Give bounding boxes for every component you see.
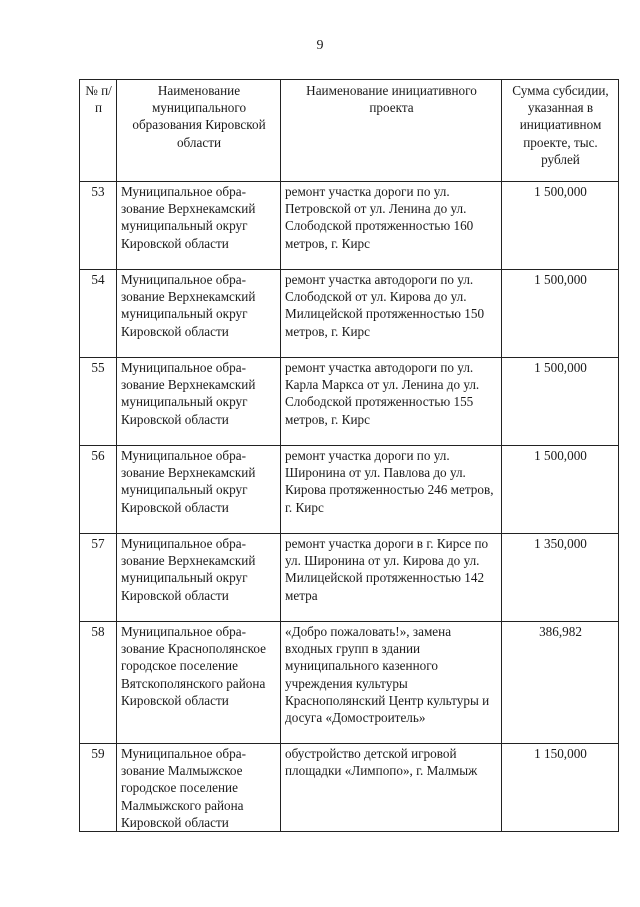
row-municipality: Муниципальное образование Верхнекамский муниципальный округ Кировской области [117,358,281,446]
row-amount: 1 500,000 [502,358,619,446]
row-num: 54 [80,270,117,358]
row-num: 56 [80,446,117,534]
row-amount: 1 500,000 [502,446,619,534]
row-municipality: Муниципальное образование Верхнекамский муниципальный округ Кировской области [117,446,281,534]
row-project: ремонт участка дороги в г. Кирсе по ул. Широнина от ул. Кирова до ул. Милицейской протяженностью 142 метра [281,534,502,622]
row-amount: 1 350,000 [502,534,619,622]
row-amount: 1 150,000 [502,744,619,832]
row-amount: 1 500,000 [502,270,619,358]
row-num: 53 [80,182,117,270]
table-row [80,744,619,832]
header-project: Наименование инициативного проекта [281,80,502,182]
header-num: № п/п [80,80,117,182]
row-project: ремонт участка автодороги по ул. Слободской от ул. Кирова до ул. Милицейской протяженностью 150 метров, г. Кирс [281,270,502,358]
page-number: 9 [316,38,324,53]
row-municipality: Муниципальное образование Верхнекамский муниципальный округ Кировской области [117,534,281,622]
row-project: ремонт участка дороги по ул. Широнина от ул. Павлова до ул. Кирова протяженностью 246 метров, г. Кирс [281,446,502,534]
table-row [80,622,619,744]
row-project: обустройство детской игровой площадки «Лимпопо», г. Малмыж [281,744,502,832]
table-header-row [80,80,619,182]
table-row [80,358,619,446]
row-num: 58 [80,622,117,744]
row-project: ремонт участка автодороги по ул. Карла Маркса от ул. Ленина до ул. Слободской протяженностью 155 метров, г. Кирс [281,358,502,446]
header-municipality: Наименование муниципального образования Кировской области [117,80,281,182]
row-num: 59 [80,744,117,832]
row-project: ремонт участка дороги по ул. Петровской от ул. Ленина до ул. Слободской протяженностью 160 метров, г. Кирс [281,182,502,270]
table-row [80,270,619,358]
row-num: 55 [80,358,117,446]
table-row [80,446,619,534]
subsidy-table [79,79,619,832]
table-row [80,182,619,270]
table-row [80,534,619,622]
row-amount: 1 500,000 [502,182,619,270]
header-amount: Сумма субсидии, указанная в инициативном проекте, тыс. рублей [502,80,619,182]
row-amount: 386,982 [502,622,619,744]
row-municipality: Муниципальное образование Верхнекамский муниципальный округ Кировской области [117,270,281,358]
row-municipality: Муниципальное образование Верхнекамский муниципальный округ Кировской области [117,182,281,270]
row-municipality: Муниципальное образование Малмыжское городское поселение Малмыжского района Кировской области [117,744,281,832]
row-num: 57 [80,534,117,622]
row-project: «Добро пожаловать!», замена входных групп в здании муниципального казенного учреждения культуры Краснополянский Центр культуры и досуга «Домостроитель» [281,622,502,744]
row-municipality: Муниципальное образование Краснополянское городское поселение Вятскополянского района Кировской области [117,622,281,744]
